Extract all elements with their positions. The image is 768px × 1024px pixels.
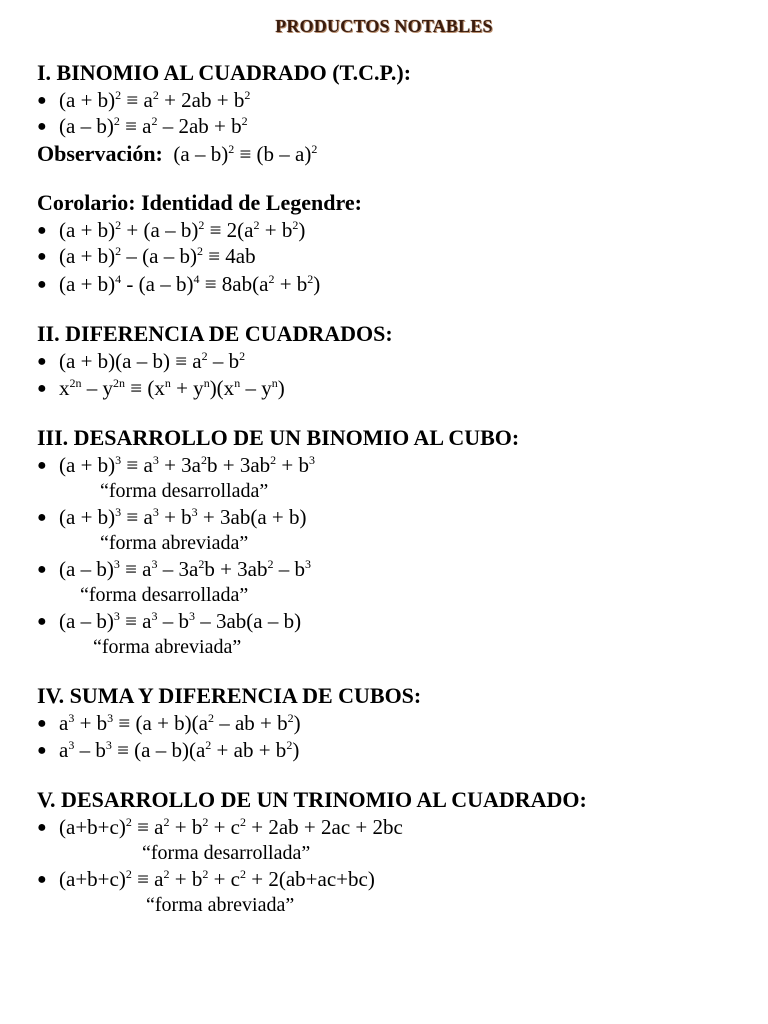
formula-segment: – b (273, 557, 305, 581)
formula-segment: ) (277, 376, 285, 400)
formula-text (59, 349, 245, 373)
formula-segment: ) (293, 711, 301, 735)
formula-segment: (a – b) (59, 114, 114, 138)
formula-item (37, 608, 301, 635)
formula-segment: + b (74, 711, 108, 735)
bullet-icon: ● (37, 561, 47, 578)
formula-note: “forma desarrollada” (100, 480, 269, 502)
exponent: 3 (309, 453, 316, 467)
bullet-icon: ● (37, 276, 47, 293)
exponent: 2 (152, 88, 159, 102)
exponent: 2 (202, 815, 209, 829)
exponent: 3 (113, 557, 120, 571)
bullet-icon: ● (37, 92, 47, 109)
formula-segment: ≡ a (119, 557, 152, 581)
exponent: 2 (163, 815, 170, 829)
formula-segment: x (59, 376, 70, 400)
formula-item (37, 348, 245, 375)
bullet-icon: ● (37, 509, 47, 526)
formula-item (37, 737, 299, 764)
formula-item (37, 866, 375, 893)
exponent: 2 (202, 867, 209, 881)
formula-text (59, 815, 403, 839)
formula-text (59, 244, 256, 268)
formula-item (37, 452, 315, 479)
exponent: 2 (125, 867, 132, 881)
formula-segment: + b (259, 218, 293, 242)
bullet-icon: ● (37, 613, 47, 630)
section-heading-diferencia-cuadrados: II. DIFERENCIA DE CUADRADOS: (37, 321, 393, 346)
formula-segment: + b (169, 815, 203, 839)
exponent: 2 (115, 88, 122, 102)
formula-segment: b + 3ab (204, 557, 268, 581)
formula-segment: + b (158, 505, 192, 529)
exponent: 3 (115, 505, 122, 519)
formula-text (59, 711, 301, 735)
exponent: 2 (201, 453, 207, 467)
formula-segment: ≡ (b – a) (234, 142, 312, 166)
exponent: 2 (196, 244, 203, 258)
bullet-icon: ● (37, 871, 47, 888)
formula-segment: (a – b) (59, 609, 114, 633)
section-heading-suma-diferencia-cubos: IV. SUMA Y DIFERENCIA DE CUBOS: (37, 683, 422, 708)
formula-segment: + b (276, 453, 310, 477)
formula-segment: – (a – b) (121, 244, 197, 268)
formula-segment: + 2(ab+ac+bc) (246, 867, 375, 891)
bullet-icon: ● (37, 248, 47, 265)
bullet-icon: ● (37, 457, 47, 474)
exponent: 2 (151, 114, 158, 128)
formula-text (59, 609, 301, 633)
formula-segment: – 2ab + b (157, 114, 242, 138)
formula-segment: (a + b) (59, 505, 116, 529)
formula-segment: (a+b+c) (59, 815, 126, 839)
formula-segment: )(x (209, 376, 235, 400)
exponent: 2 (240, 815, 247, 829)
formula-segment: + 2ab + 2ac + 2bc (246, 815, 403, 839)
formula-segment: (a + b) (59, 218, 116, 242)
formula-item (37, 113, 248, 140)
exponent: 2 (307, 272, 314, 286)
exponent: 2 (198, 557, 205, 571)
exponent: 3 (191, 505, 198, 519)
formula-segment: – b (157, 609, 189, 633)
formula-segment: a (59, 738, 69, 762)
formula-segment: ≡ a (131, 815, 164, 839)
formula-segment: ≡ 4ab (202, 244, 256, 268)
formula-segment: – b (74, 738, 106, 762)
exponent: 3 (107, 711, 114, 725)
exponent: 3 (151, 609, 158, 623)
exponent: 3 (188, 609, 195, 623)
formula-segment: – y (81, 376, 113, 400)
exponent: n (164, 376, 171, 390)
formula-segment: ≡ (x (125, 376, 165, 400)
exponent: 2 (286, 738, 293, 752)
formula-item (37, 504, 307, 531)
page-title: PRODUCTOS NOTABLES (275, 16, 493, 36)
formula-text (59, 453, 315, 477)
exponent: n (271, 376, 278, 390)
exponent: n (203, 376, 210, 390)
formula-segment: ≡ a (121, 505, 153, 529)
formula-segment: ) (292, 738, 300, 762)
formula-segment: + (a – b) (121, 218, 199, 242)
formula-segment: - (a – b) (121, 272, 194, 296)
formula-segment: – 3a (157, 557, 199, 581)
exponent: 3 (304, 557, 311, 571)
formula-segment: (a + b) (59, 272, 116, 296)
exponent: 2 (125, 815, 132, 829)
formula-segment: (a – b) (173, 142, 229, 166)
exponent: 2 (311, 142, 318, 156)
exponent: 2 (207, 711, 214, 725)
formula-segment: (a + b) (59, 244, 116, 268)
exponent: 2 (270, 453, 277, 467)
exponent: 2 (115, 244, 122, 258)
formula-segment: ≡ a (119, 609, 152, 633)
exponent: 2 (205, 738, 212, 752)
formula-text (59, 505, 307, 529)
formula-segment: ≡ a (121, 453, 153, 477)
exponent: 3 (68, 738, 75, 752)
formula-text (59, 867, 375, 891)
bullet-icon: ● (37, 118, 47, 135)
formula-segment: (a + b) (59, 453, 116, 477)
formula-segment: ≡ (a + b)(a (113, 711, 208, 735)
formula-item (37, 271, 320, 298)
exponent: 3 (68, 711, 75, 725)
formula-segment: + ab + b (211, 738, 287, 762)
formula-text (59, 88, 250, 112)
formula-note: “forma abreviada” (93, 636, 242, 658)
formula-item (37, 87, 250, 114)
formula-segment: ) (313, 272, 321, 296)
formula-item (37, 814, 403, 841)
formula-text (173, 142, 317, 166)
formula-text (59, 557, 311, 581)
exponent: 2 (287, 711, 294, 725)
exponent: 3 (105, 738, 112, 752)
formula-text (59, 376, 285, 400)
exponent: 3 (152, 505, 159, 519)
exponent: 4 (115, 272, 122, 286)
formula-segment: + c (208, 815, 241, 839)
observation-line (37, 141, 317, 167)
formula-segment: + y (170, 376, 204, 400)
bullet-icon: ● (37, 819, 47, 836)
bullet-icon: ● (37, 380, 47, 397)
formula-segment: ≡ 8ab(a (199, 272, 269, 296)
exponent: 2n (113, 376, 125, 390)
exponent: 2 (244, 88, 251, 102)
formula-segment: (a – b) (59, 557, 114, 581)
formula-segment: + c (208, 867, 241, 891)
exponent: 3 (151, 557, 158, 571)
exponent: 2 (113, 114, 120, 128)
formula-item (37, 375, 285, 402)
formula-segment: (a + b)(a – b) ≡ a (59, 349, 202, 373)
formula-segment: ≡ (a – b)(a (111, 738, 206, 762)
exponent: 3 (113, 609, 120, 623)
section-heading-binomio-cubo: III. DESARROLLO DE UN BINOMIO AL CUBO: (37, 425, 520, 450)
exponent: n (234, 376, 241, 390)
formula-segment: (a+b+c) (59, 867, 126, 891)
formula-text (59, 272, 320, 296)
exponent: 2 (163, 867, 170, 881)
exponent: 2 (115, 218, 122, 232)
formula-item (37, 217, 305, 244)
formula-segment: ≡ a (131, 867, 164, 891)
formula-item (37, 243, 256, 270)
formula-segment: + 2ab + b (158, 88, 245, 112)
formula-segment: ) (298, 218, 306, 242)
exponent: 3 (152, 453, 159, 467)
section-heading-corolario: Corolario: Identidad de Legendre: (37, 190, 362, 215)
formula-segment: + 3ab(a + b) (197, 505, 307, 529)
formula-segment: (a + b) (59, 88, 116, 112)
exponent: 2 (198, 218, 205, 232)
exponent: 2 (201, 349, 208, 363)
bullet-icon: ● (37, 353, 47, 370)
formula-segment: b + 3ab (207, 453, 271, 477)
formula-segment: ≡ a (121, 88, 153, 112)
exponent: 3 (115, 453, 122, 467)
bullet-icon: ● (37, 742, 47, 759)
formula-text (59, 114, 248, 138)
formula-note: “forma desarrollada” (142, 842, 311, 864)
formula-text (59, 218, 305, 242)
section-heading-binomio-cuadrado: I. BINOMIO AL CUADRADO (T.C.P.): (37, 60, 412, 85)
bullet-icon: ● (37, 222, 47, 239)
formula-segment: a (59, 711, 69, 735)
formula-note: “forma abreviada” (146, 894, 295, 916)
observation-label: Observación: (37, 141, 163, 166)
formula-item (37, 710, 301, 737)
formula-text (59, 738, 299, 762)
exponent: 4 (193, 272, 200, 286)
exponent: 2 (240, 867, 247, 881)
exponent: 2 (267, 557, 274, 571)
exponent: 2 (228, 142, 235, 156)
exponent: 2 (241, 114, 248, 128)
bullet-icon: ● (37, 715, 47, 732)
formula-note: “forma abreviada” (100, 532, 249, 554)
formula-segment: ≡ a (119, 114, 152, 138)
section-heading-trinomio-cuadrado: V. DESARROLLO DE UN TRINOMIO AL CUADRADO: (37, 787, 587, 812)
formula-note: “forma desarrollada” (80, 584, 249, 606)
exponent: 2 (253, 218, 260, 232)
exponent: 2 (239, 349, 246, 363)
formula-segment: – 3ab(a – b) (194, 609, 302, 633)
formula-segment: + b (169, 867, 203, 891)
formula-segment: – y (240, 376, 272, 400)
formula-segment: – ab + b (213, 711, 288, 735)
formula-segment: – b (207, 349, 240, 373)
formula-segment: + b (274, 272, 308, 296)
exponent: 2 (268, 272, 275, 286)
formula-item (37, 556, 311, 583)
formula-segment: ≡ 2(a (204, 218, 254, 242)
exponent: 2n (69, 376, 82, 390)
formula-segment: + 3a (158, 453, 201, 477)
exponent: 2 (292, 218, 299, 232)
